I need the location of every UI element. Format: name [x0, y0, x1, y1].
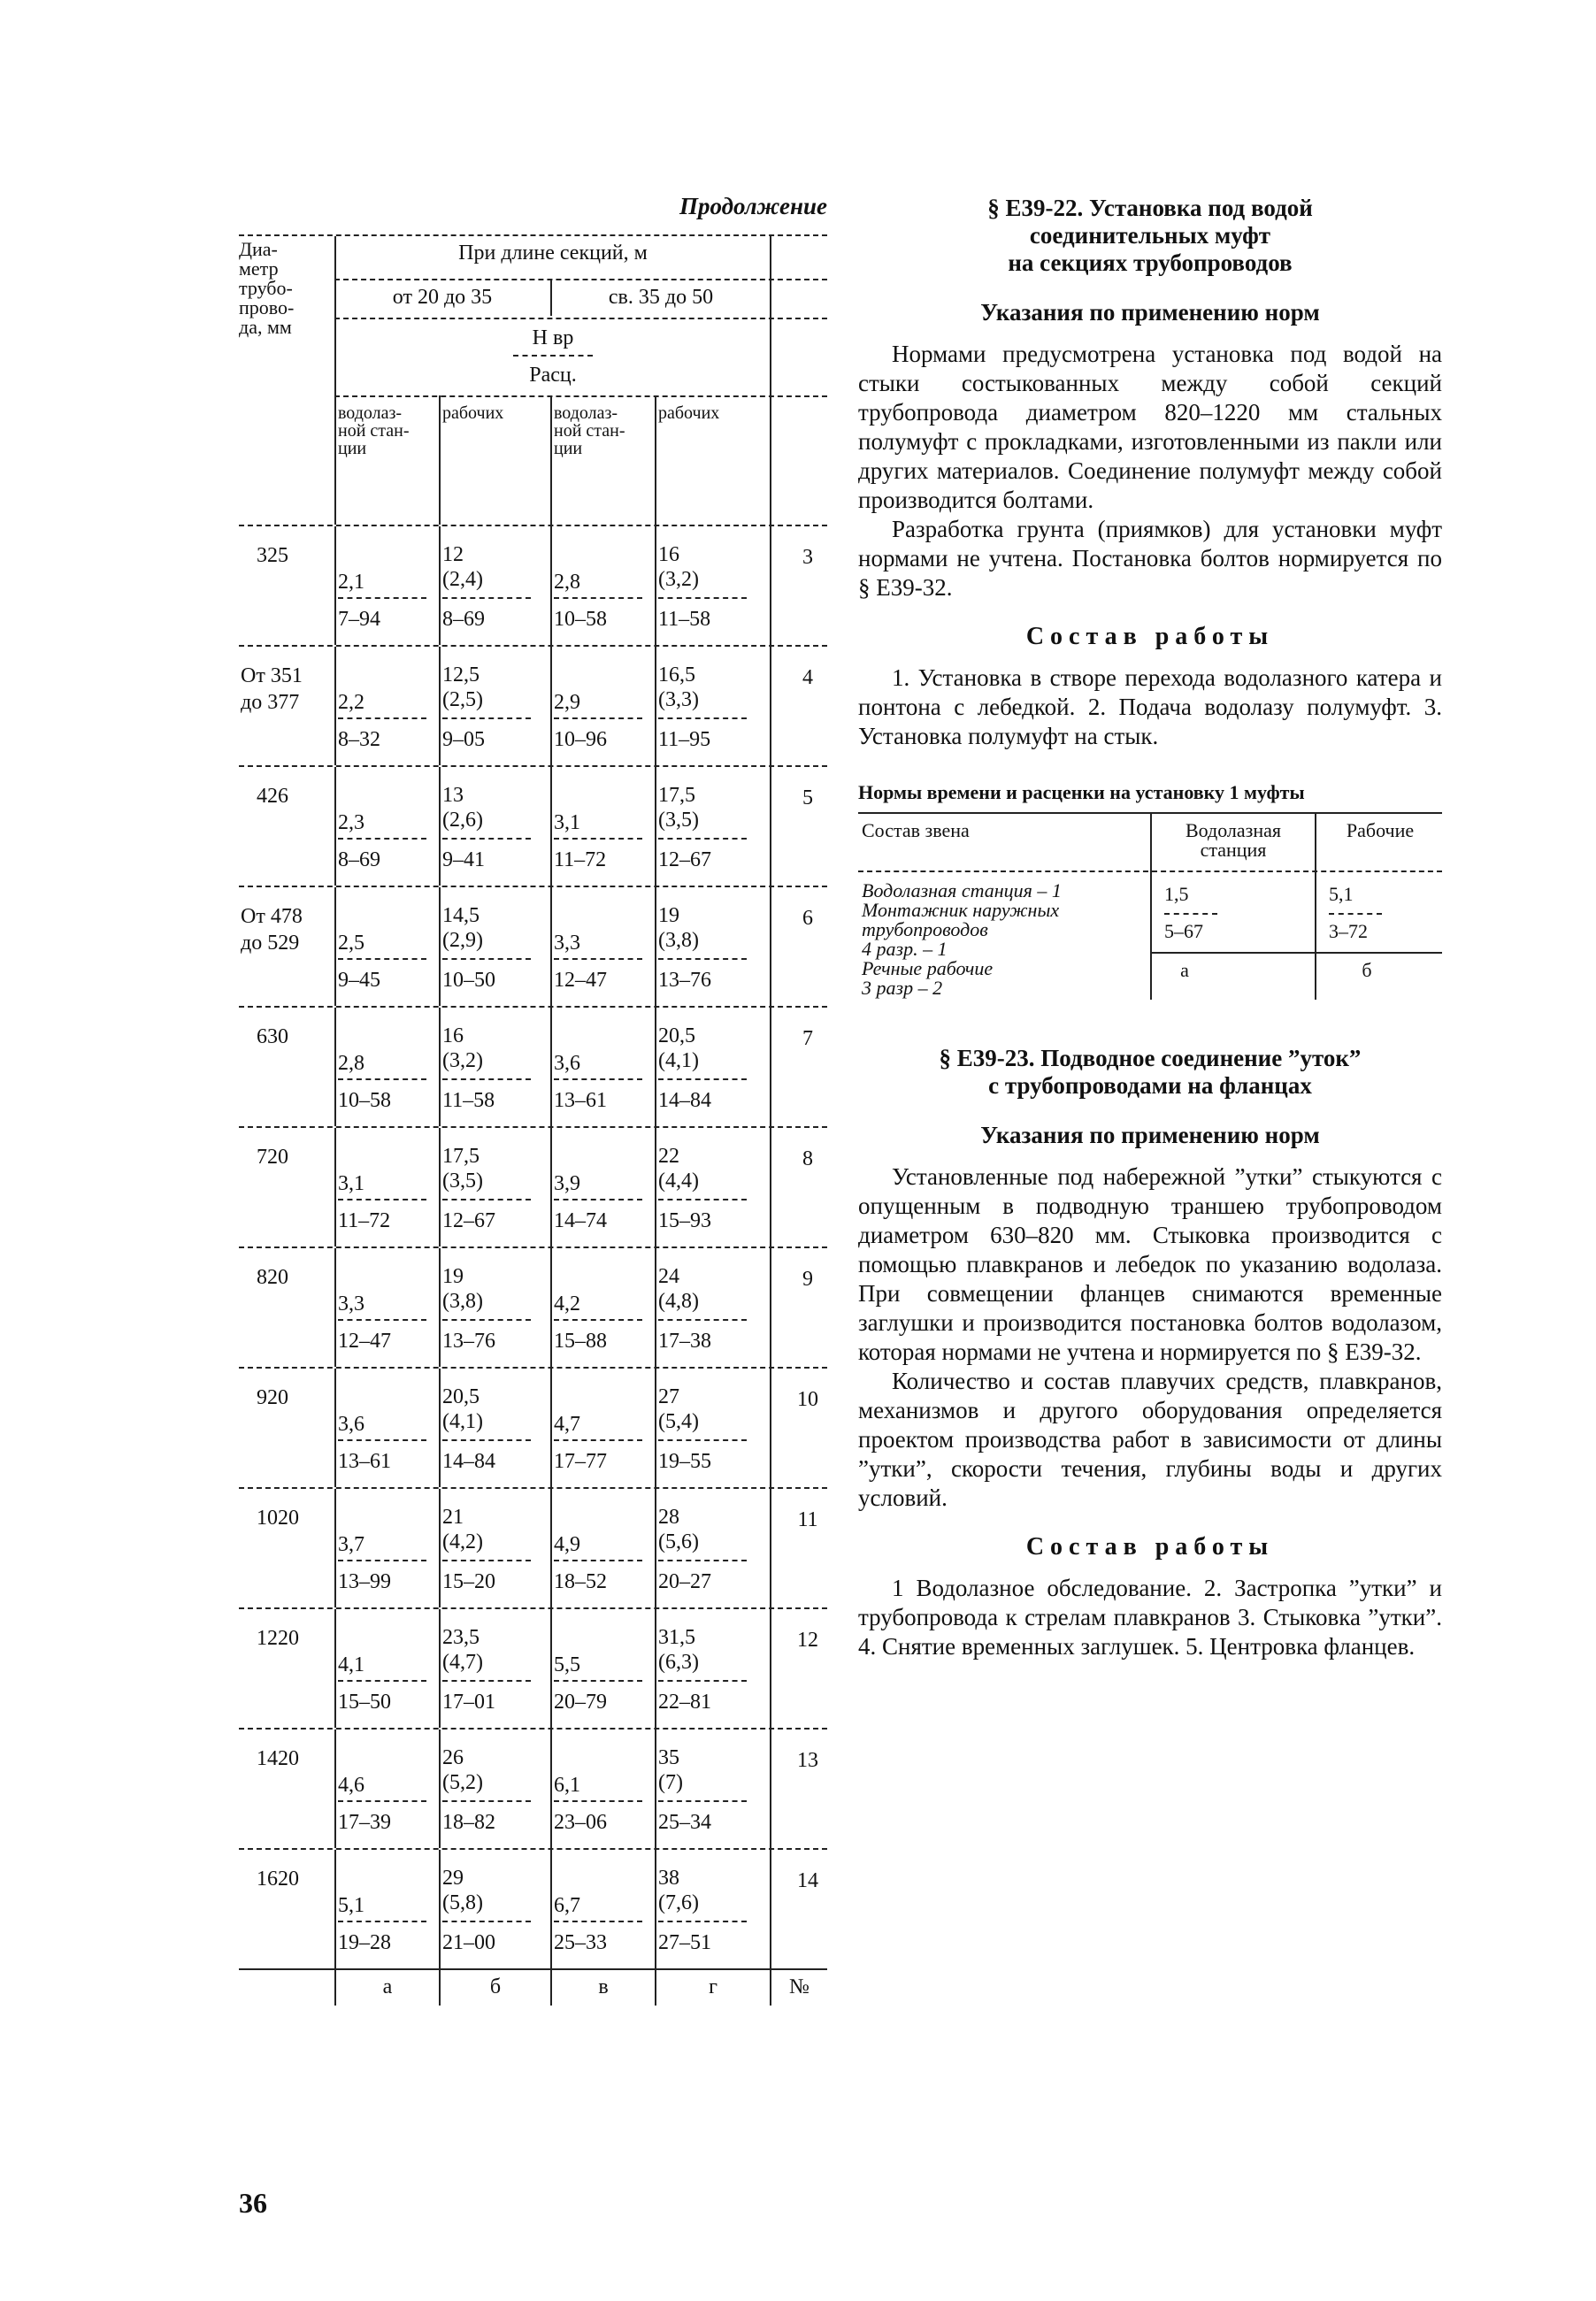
norm-cell-b: 12 (2,4) [442, 543, 483, 591]
rate-cell-d: 12–67 [658, 848, 711, 871]
section-22-work-heading: Состав работы [1025, 623, 1275, 650]
rate-cell-b: 14–84 [442, 1450, 495, 1473]
rate-cell-d: 11–58 [658, 608, 711, 631]
rate-cell-c: 13–61 [554, 1089, 607, 1112]
diameter-cell: 426 [257, 785, 288, 808]
section-23-work-text: 1 Водолазное обследование. 2. Застропка ”утки” и трубопровода к стрелам плавкранов 3. Стыковка ”утки”. 4. Снятие временных заглушек. 5. Центровка фланцев. [858, 1575, 1442, 1660]
crew-foot-b: б [1362, 959, 1372, 981]
norm-cell-c: 4,9 [554, 1533, 580, 1556]
workers-col-header: Рабочие [1346, 819, 1415, 841]
rate-cell-a: 8–32 [338, 728, 380, 751]
rate-cell-d: 19–55 [658, 1450, 711, 1473]
table-row [239, 1006, 827, 1126]
rate-cell-a: 13–99 [338, 1570, 391, 1593]
diameter-cell: 920 [257, 1386, 288, 1409]
rate-cell-a: 17–39 [338, 1811, 391, 1834]
header-diver-b: водолаз- ной стан- ции [554, 403, 625, 458]
norm-cell-b: 14,5 (2,9) [442, 904, 483, 952]
table-row [239, 1607, 827, 1728]
norm-cell-a: 3,1 [338, 1172, 364, 1195]
norm-cell-a: 2,8 [338, 1052, 364, 1075]
table-row [239, 645, 827, 765]
rate-cell-d: 20–27 [658, 1570, 711, 1593]
norm-cell-d: 20,5 (4,1) [658, 1024, 699, 1072]
row-number: 5 [802, 786, 813, 809]
rate-cell-d: 25–34 [658, 1811, 711, 1834]
norm-cell-c: 3,9 [554, 1172, 580, 1195]
norm-cell-a: 2,2 [338, 691, 364, 714]
row-number: 10 [797, 1388, 818, 1411]
rate-cell-c: 25–33 [554, 1931, 607, 1954]
norm-cell-b: 21 (4,2) [442, 1506, 483, 1553]
norm-cell-a: 4,6 [338, 1774, 364, 1797]
rate-cell-a: 13–61 [338, 1450, 391, 1473]
row-number: 4 [802, 666, 813, 689]
crew-table-title: Нормы времени и расценки на установку 1 муфты [858, 781, 1305, 803]
norm-cell-c: 5,5 [554, 1653, 580, 1676]
norm-cell-c: 2,9 [554, 691, 580, 714]
rate-cell-d: 13–76 [658, 969, 711, 992]
header-norm: Н вр [532, 326, 574, 349]
norm-cell-d: 31,5 (6,3) [658, 1626, 699, 1674]
norm-cell-c: 6,7 [554, 1894, 580, 1917]
norm-cell-a: 4,1 [338, 1653, 364, 1676]
norm-cell-d: 16 (3,2) [658, 543, 699, 591]
norm-cell-c: 6,1 [554, 1774, 580, 1797]
rate-cell-c: 20–79 [554, 1691, 607, 1714]
diameter-cell: 325 [257, 544, 288, 567]
header-rate: Расц. [529, 364, 577, 387]
page-number: 36 [239, 2187, 267, 2219]
norm-cell-b: 16 (3,2) [442, 1024, 483, 1072]
norm-cell-d: 24 (4,8) [658, 1265, 699, 1313]
norm-cell-d: 27 (5,4) [658, 1385, 699, 1433]
right-column [858, 195, 1442, 1661]
norm-cell-a: 2,3 [338, 811, 364, 834]
rate-cell-d: 27–51 [658, 1931, 711, 1954]
footer-col-b: б [489, 1975, 502, 1998]
norm-cell-a: 5,1 [338, 1894, 364, 1917]
norm-cell-d: 38 (7,6) [658, 1867, 699, 1914]
rate-cell-c: 23–06 [554, 1811, 607, 1834]
section-23-work-heading: Состав работы [1025, 1533, 1275, 1561]
row-number: 8 [802, 1147, 813, 1170]
norm-cell-a: 2,1 [338, 571, 364, 594]
section-23-guidelines-heading: Указания по применению норм [980, 1122, 1320, 1148]
table-row [239, 886, 827, 1006]
rate-cell-c: 14–74 [554, 1209, 607, 1232]
norm-cell-a: 3,3 [338, 1292, 364, 1315]
table-row [239, 765, 827, 886]
footer-col-c: в [598, 1975, 609, 1998]
crew-table [858, 812, 1442, 1039]
norms-table-header [239, 234, 827, 525]
norm-cell-c: 4,2 [554, 1292, 580, 1315]
rate-cell-c: 15–88 [554, 1330, 607, 1353]
rate-cell-b: 11–58 [442, 1089, 495, 1112]
footer-col-d: г [709, 1975, 717, 1998]
diameter-cell: 1020 [257, 1507, 299, 1530]
row-number: 14 [797, 1869, 818, 1892]
norm-cell-b: 17,5 (3,5) [442, 1145, 483, 1193]
rate-cell-b: 13–76 [442, 1330, 495, 1353]
table-row [239, 525, 827, 645]
rate-cell-d: 17–38 [658, 1330, 711, 1353]
norm-cell-c: 4,7 [554, 1413, 580, 1436]
diameter-cell: 1620 [257, 1868, 299, 1891]
norm-cell-d: 17,5 (3,5) [658, 784, 699, 832]
section-23-para-1: Установленные под набережной ”утки” стыкуются с опущенным в подводную траншею трубопроводом диаметром 630–820 мм. Стыковка производится с помощью плавкранов и лебедок по указанию водолаза. При совмещении фланцев снимаются временные заглушки и производится постановка болтов водолазом, которая нормами не учтена и нормируется по § Е39-32. [858, 1163, 1442, 1365]
rate-cell-b: 17–01 [442, 1691, 495, 1714]
rate-cell-c: 11–72 [554, 848, 607, 871]
diameter-cell: 1220 [257, 1627, 299, 1650]
workers-norm: 5,1 [1329, 883, 1354, 905]
section-22-para-2: Разработка грунта (приямков) для установки муфт нормами не учтена. Постановка болтов нормируется по § Е39-32. [858, 516, 1442, 601]
norm-cell-b: 26 (5,2) [442, 1746, 483, 1794]
rate-cell-b: 9–05 [442, 728, 485, 751]
header-diver-a: водолаз- ной стан- ции [338, 403, 410, 458]
norm-cell-d: 22 (4,4) [658, 1145, 699, 1193]
rate-cell-d: 15–93 [658, 1209, 711, 1232]
rate-cell-a: 15–50 [338, 1691, 391, 1714]
diameter-cell: 1420 [257, 1747, 299, 1770]
norm-cell-a: 3,6 [338, 1413, 364, 1436]
header-range-b: св. 35 до 50 [608, 286, 714, 309]
norm-cell-b: 23,5 (4,7) [442, 1626, 483, 1674]
section-22-work-text: 1. Установка в створе перехода водолазного катера и понтона с лебедкой. 2. Подача водолазу полумуфт. 3. Установка полумуфт на стык. [858, 664, 1442, 749]
norm-cell-d: 35 (7) [658, 1746, 683, 1794]
header-diameter: Диа- метр трубо- прово- да, мм [239, 238, 295, 338]
norms-table-body [239, 525, 827, 1968]
header-workers-a: рабочих [442, 403, 504, 423]
rate-cell-a: 12–47 [338, 1330, 391, 1353]
row-number: 13 [797, 1749, 818, 1772]
rate-cell-c: 18–52 [554, 1570, 607, 1593]
rate-cell-b: 21–00 [442, 1931, 495, 1954]
crew-foot-a: а [1180, 959, 1189, 981]
row-number: 11 [797, 1508, 818, 1531]
rate-cell-d: 22–81 [658, 1691, 711, 1714]
header-range-a: от 20 до 35 [392, 286, 493, 309]
row-number: 3 [802, 546, 813, 569]
rate-cell-b: 12–67 [442, 1209, 495, 1232]
diameter-cell: От 351 до 377 [241, 664, 303, 714]
crew-col-header: Состав звена [862, 819, 970, 841]
norm-cell-d: 16,5 (3,3) [658, 663, 699, 711]
norm-cell-d: 28 (5,6) [658, 1506, 699, 1553]
rate-cell-d: 11–95 [658, 728, 711, 751]
rate-cell-c: 10–96 [554, 728, 607, 751]
footer-col-num: № [789, 1975, 810, 1998]
norm-cell-b: 20,5 (4,1) [442, 1385, 483, 1433]
norm-cell-c: 3,6 [554, 1052, 580, 1075]
section-23-title: § Е39-23. Подводное соединение ”уток” с трубопроводами на фланцах [939, 1045, 1362, 1099]
norms-table-footer [239, 1968, 827, 2006]
rate-cell-d: 14–84 [658, 1089, 711, 1112]
rate-cell-c: 12–47 [554, 969, 607, 992]
table-row [239, 1848, 827, 1968]
norm-cell-c: 2,8 [554, 571, 580, 594]
table-row [239, 1246, 827, 1367]
row-number: 12 [797, 1629, 818, 1652]
section-22-guidelines-heading: Указания по применению норм [980, 299, 1320, 326]
norms-table [239, 234, 827, 2006]
rate-cell-b: 10–50 [442, 969, 495, 992]
rate-cell-c: 17–77 [554, 1450, 607, 1473]
row-number: 9 [802, 1268, 813, 1291]
section-23-para-2: Количество и состав плавучих средств, плавкранов, механизмов и другого оборудования определяется проектом производства работ в зависимости от длины ”утки”, скорости течения, глубины воды и других условий. [858, 1368, 1442, 1511]
section-22-title: § Е39-22. Установка под водой соединительных муфт на секциях трубопроводов [987, 195, 1313, 276]
diameter-cell: 630 [257, 1025, 288, 1048]
diameter-cell: 720 [257, 1146, 288, 1169]
diver-col-header: Водолазная станция [1185, 819, 1282, 861]
rate-cell-a: 7–94 [338, 608, 380, 631]
row-number: 6 [802, 907, 813, 930]
norm-cell-b: 19 (3,8) [442, 1265, 483, 1313]
diver-norm: 1,5 [1164, 883, 1189, 905]
norm-cell-a: 3,7 [338, 1533, 364, 1556]
header-section-length: При длине секций, м [458, 242, 648, 265]
rate-cell-a: 9–45 [338, 969, 380, 992]
norm-cell-b: 13 (2,6) [442, 784, 483, 832]
diver-rate: 5–67 [1164, 920, 1203, 942]
norm-cell-a: 2,5 [338, 932, 364, 955]
rate-cell-b: 15–20 [442, 1570, 495, 1593]
rate-cell-b: 8–69 [442, 608, 485, 631]
rate-cell-a: 11–72 [338, 1209, 391, 1232]
row-number: 7 [802, 1027, 813, 1050]
norm-cell-c: 3,3 [554, 932, 580, 955]
section-22-para-1: Нормами предусмотрена установка под водой на стыки состыкованных между собой секций трубопровода диаметром 820–1220 мм стальных полумуфт с прокладками, изготовленными из пакли или других материалов. Соединение полумуфт между собой производится болтами. [858, 341, 1442, 513]
continuation-label: Продолжение [679, 193, 827, 219]
table-row [239, 1728, 827, 1848]
norm-cell-d: 19 (3,8) [658, 904, 699, 952]
table-row [239, 1367, 827, 1487]
table-row [239, 1487, 827, 1607]
norm-cell-c: 3,1 [554, 811, 580, 834]
table-row [239, 1126, 827, 1246]
rate-cell-a: 10–58 [338, 1089, 391, 1112]
rate-cell-b: 9–41 [442, 848, 485, 871]
header-workers-b: рабочих [658, 403, 720, 423]
footer-col-a: а [382, 1975, 393, 1998]
norm-cell-b: 29 (5,8) [442, 1867, 483, 1914]
rate-cell-a: 19–28 [338, 1931, 391, 1954]
rate-cell-b: 18–82 [442, 1811, 495, 1834]
rate-cell-a: 8–69 [338, 848, 380, 871]
crew-composition: Водолазная станция – 1 Монтажник наружных трубопроводов 4 разр. – 1 Речные рабочие 3 разр – 2 [862, 879, 1062, 999]
norm-cell-b: 12,5 (2,5) [442, 663, 483, 711]
workers-rate: 3–72 [1329, 920, 1368, 942]
rate-cell-c: 10–58 [554, 608, 607, 631]
diameter-cell: 820 [257, 1266, 288, 1289]
diameter-cell: От 478 до 529 [241, 905, 303, 955]
